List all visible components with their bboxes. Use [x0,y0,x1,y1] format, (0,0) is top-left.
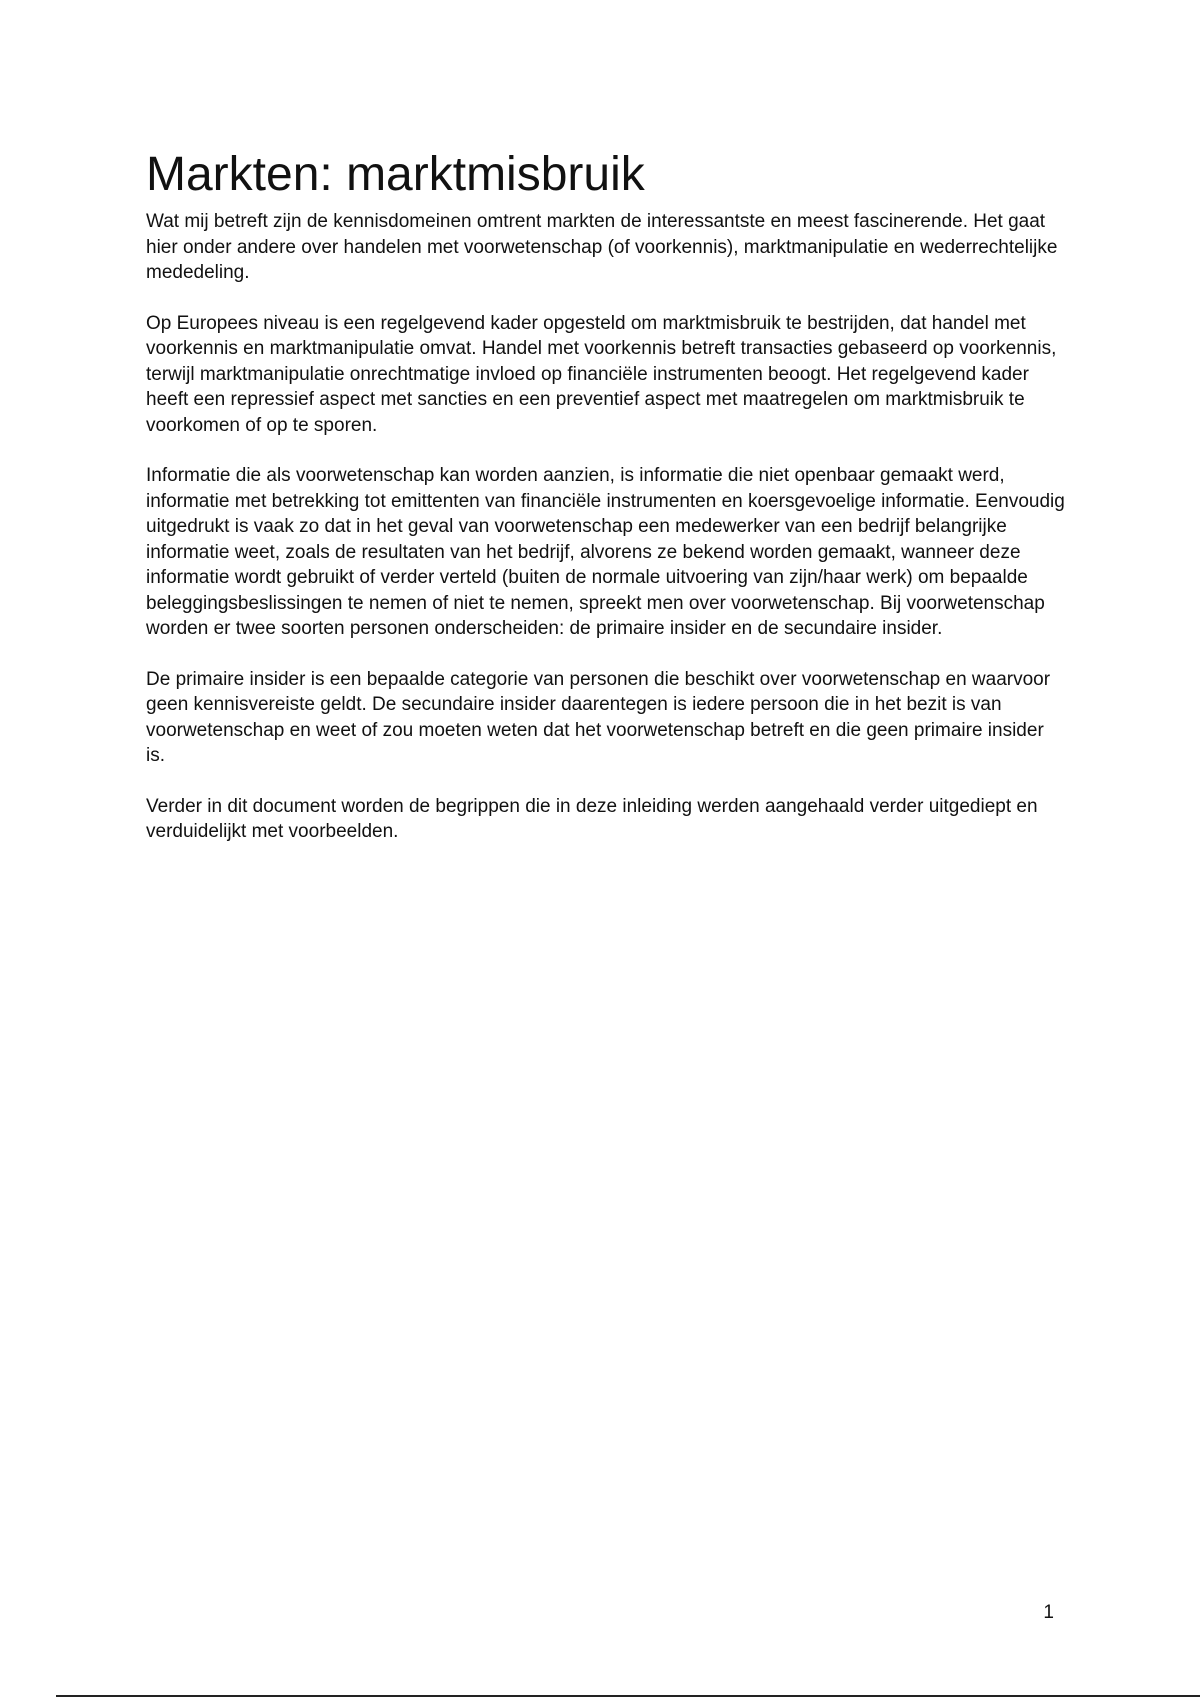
page-divider [56,1695,1200,1697]
paragraph-outlook: Verder in dit document worden de begrippen die in deze inleiding werden aangehaald verder uitgediept en verduidelijkt met voorbeelden. [146,795,1038,842]
page-number: 1 [1043,1602,1054,1623]
paragraph-intro: Wat mij betreft zijn de kennisdomeinen omtrent markten de interessantste en meest fascinerende. Het gaat hier onder andere over handelen met voorwetenschap (of voorkennis), marktmanipulatie en wederrechtelijke mededeling. [146,211,1058,283]
paragraph-regulatory-framework: Op Europees niveau is een regelgevend kader opgesteld om marktmisbruik te bestrijden, dat handel met voorkennis en marktmanipulatie omvat. Handel met voorkennis betreft transacties gebaseerd op voorkennis, terwijl marktmanipulatie onrechtmatige invloed op financiële instrumenten beoogt. Het regelgevend kader heeft een repressief aspect met sancties en een preventief aspect met maatregelen om marktmisbruik te voorkomen of op te sporen. [146,312,1057,436]
page-title: Markten: marktmisbruik [146,148,645,201]
paragraph-insiders: De primaire insider is een bepaalde categorie van personen die beschikt over voorwetenschap en waarvoor geen kennisvereiste geldt. De secundaire insider daarentegen is iedere persoon die in het bezit is van voorwetenschap en weet of zou moeten weten dat het voorwetenschap betreft en die geen primaire insider is. [146,668,1051,766]
page-content [146,145,1066,870]
paragraph-inside-information: Informatie die als voorwetenschap kan worden aanzien, is informatie die niet openbaar gemaakt werd, informatie met betrekking tot emittenten van financiële instrumenten en koersgevoelige informatie. Eenvoudig uitgedrukt is vaak zo dat in het geval van voorwetenschap een medewerker van een bedrijf belangrijke informatie weet, zoals de resultaten van het bedrijf, alvorens ze bekend worden gemaakt, wanneer deze informatie wordt gebruikt of verder verteld (buiten de normale uitvoering van zijn/haar werk) om bepaalde beleggingsbeslissingen te nemen of niet te nemen, spreekt men over voorwetenschap. Bij voorwetenschap worden er twee soorten personen onderscheiden: de primaire insider en de secundaire insider. [146,465,1065,639]
